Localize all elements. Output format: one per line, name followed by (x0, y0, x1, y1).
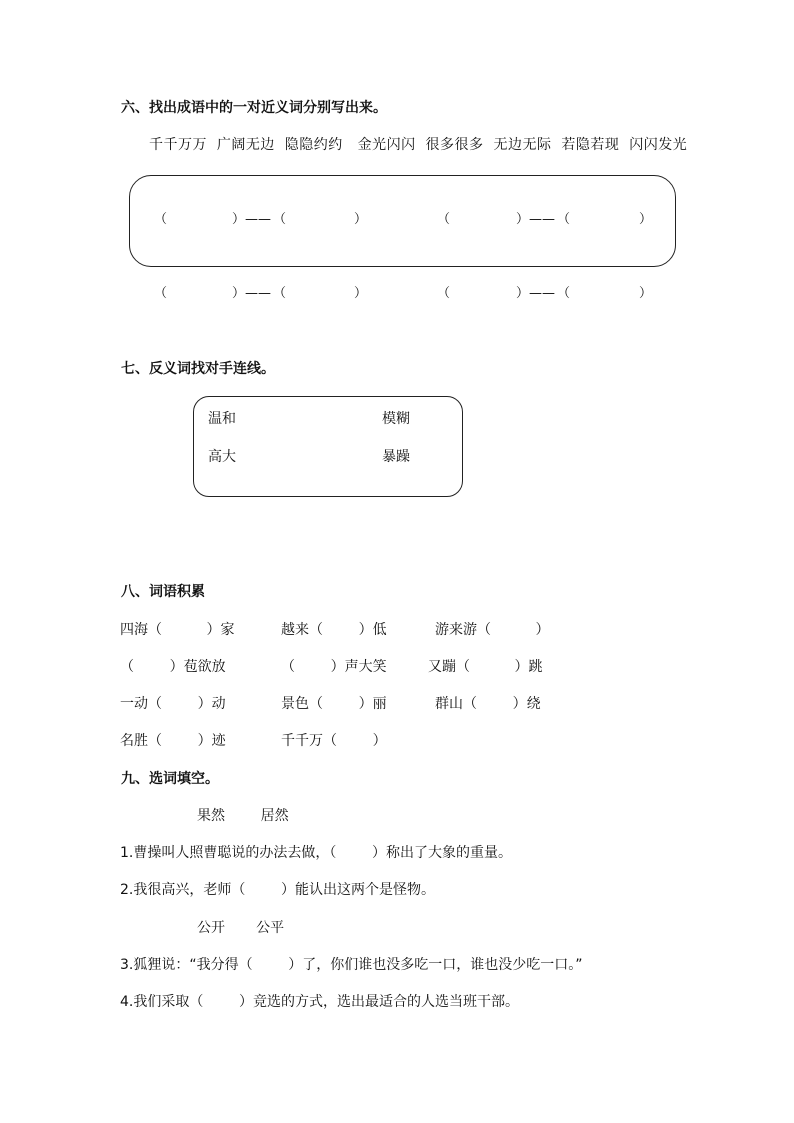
fill-item: 越来（ ）低 (281, 622, 387, 638)
fill-item: 群山（ ）绕 (435, 696, 541, 712)
blank-close: ） (232, 286, 246, 301)
blank-close: ） (516, 286, 530, 301)
blank-close: ） (639, 286, 653, 301)
blank-open: （ (557, 286, 571, 301)
left-word: 高大 (208, 449, 236, 465)
fill-item: 四海（ ）家 (120, 622, 235, 638)
blank-close: ） (354, 212, 368, 227)
blank-close: ） (639, 212, 653, 227)
word-choices-1: 果然 居然 (197, 808, 289, 824)
fill-item: 一动（ ）动 (120, 696, 226, 712)
fill-item: （ ）声大笑 (281, 659, 387, 675)
right-word: 暴躁 (382, 449, 410, 465)
right-word: 模糊 (382, 411, 410, 427)
dash: —— (529, 286, 555, 301)
section-9-title: 九、选词填空。 (121, 771, 219, 787)
blank-open: （ (437, 212, 451, 227)
section-6-title: 六、找出成语中的一对近义词分别写出来。 (121, 100, 387, 116)
blank-close: ） (354, 286, 368, 301)
blank-open: （ (273, 286, 287, 301)
dash: —— (245, 286, 271, 301)
dash: —— (245, 212, 271, 227)
word-choices-2: 公开 公平 (197, 920, 285, 936)
answer-box (129, 175, 676, 267)
blank-open: （ (273, 212, 287, 227)
section-8-title: 八、词语积累 (121, 584, 205, 600)
fill-item: （ ）苞欲放 (120, 659, 226, 675)
dash: —— (529, 212, 555, 227)
blank-open: （ (154, 286, 168, 301)
left-word: 温和 (208, 411, 236, 427)
blank-open: （ (154, 212, 168, 227)
blank-open: （ (557, 212, 571, 227)
section-7-title: 七、反义词找对手连线。 (121, 361, 275, 377)
fill-item: 又蹦（ ）跳 (428, 659, 543, 675)
fill-item: 名胜（ ）迹 (120, 733, 226, 749)
question-1: 1.曹操叫人照曹聪说的办法去做，（ ）称出了大象的重量。 (120, 845, 512, 861)
question-2: 2.我很高兴，老师（ ）能认出这两个是怪物。 (120, 882, 435, 898)
blank-close: ） (232, 212, 246, 227)
antonym-box (193, 396, 463, 497)
blank-open: （ (437, 286, 451, 301)
question-4: 4.我们采取（ ）竞选的方式，选出最适合的人选当班干部。 (120, 994, 519, 1010)
question-3: 3.狐狸说：“我分得（ ）了，你们谁也没多吃一口，谁也没少吃一口。” (120, 957, 583, 973)
idiom-list: 千千万万 广阔无边 隐隐约约 金光闪闪 很多很多 无边无际 若隐若现 闪闪发光 (149, 137, 688, 153)
fill-item: 景色（ ）丽 (281, 696, 387, 712)
fill-item: 千千万（ ） (281, 733, 387, 749)
fill-item: 游来游（ ） (435, 622, 550, 638)
blank-close: ） (516, 212, 530, 227)
